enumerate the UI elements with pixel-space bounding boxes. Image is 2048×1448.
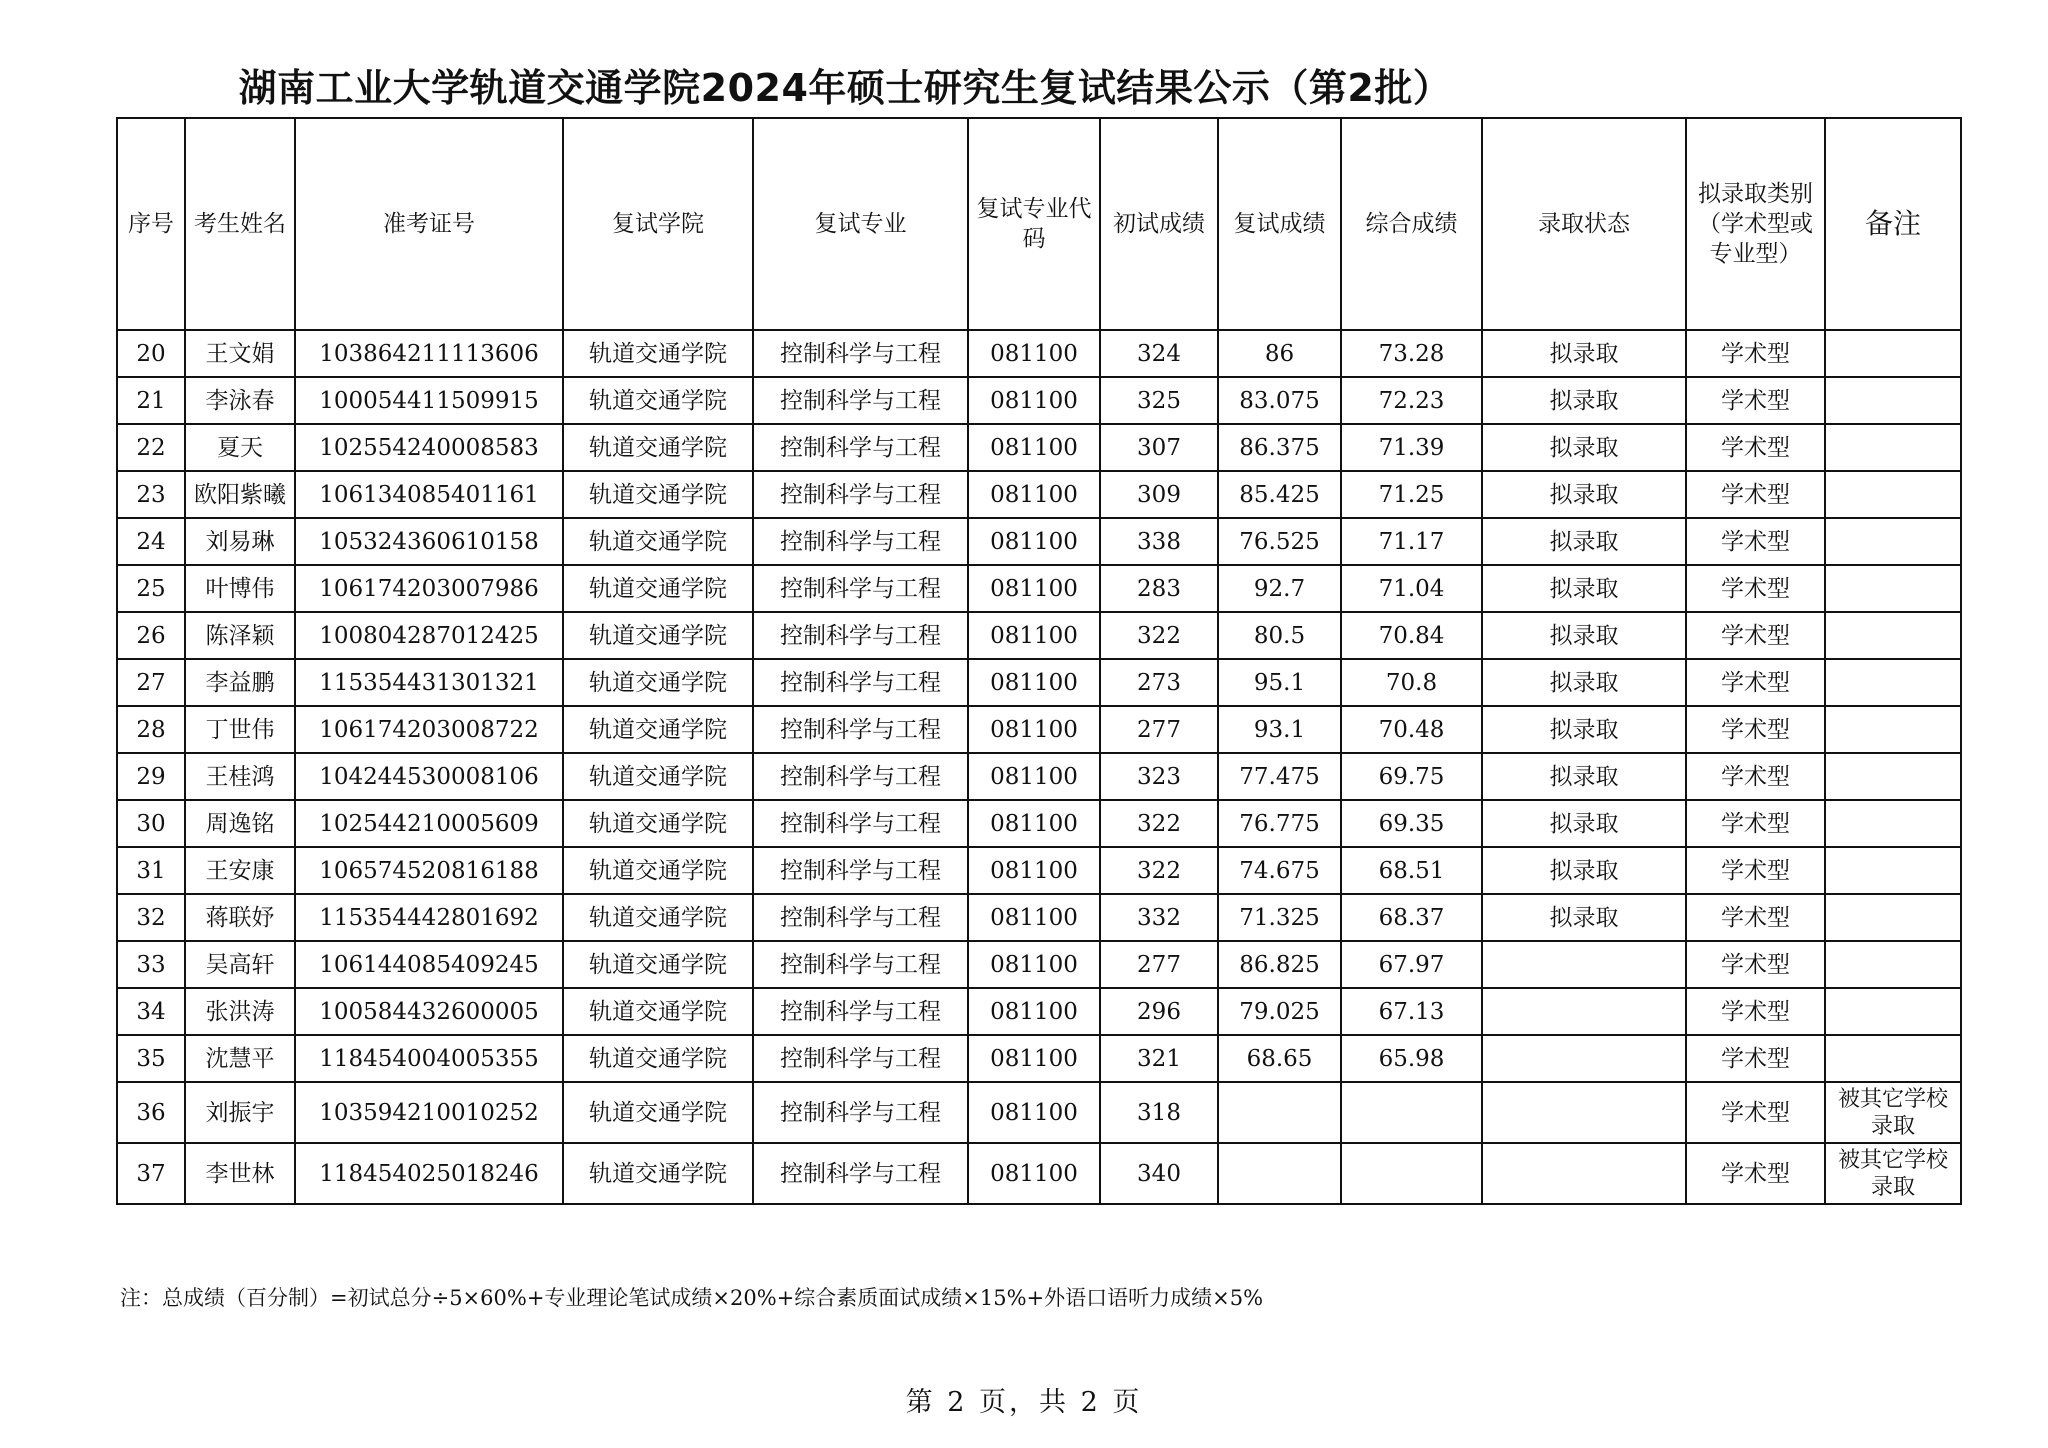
cell-name: 夏天 [185,424,295,471]
cell-status: 拟录取 [1482,565,1686,612]
cell-status: 拟录取 [1482,471,1686,518]
cell-category: 学术型 [1686,1143,1825,1204]
cell-major: 控制科学与工程 [753,988,968,1035]
cell-category: 学术型 [1686,894,1825,941]
cell-major-code: 081100 [968,612,1100,659]
table-row [117,1035,1961,1082]
table-row [117,424,1961,471]
cell-category: 学术型 [1686,1035,1825,1082]
cell-retest-score: 83.075 [1218,377,1341,424]
cell-retest-score: 86 [1218,330,1341,377]
cell-major: 控制科学与工程 [753,753,968,800]
cell-seq: 23 [117,471,185,518]
cell-name: 张洪涛 [185,988,295,1035]
cell-category: 学术型 [1686,612,1825,659]
cell-initial-score: 307 [1100,424,1218,471]
cell-retest-score: 92.7 [1218,565,1341,612]
cell-initial-score: 277 [1100,706,1218,753]
cell-exam-id: 102544210005609 [295,800,563,847]
cell-seq: 28 [117,706,185,753]
cell-category: 学术型 [1686,471,1825,518]
cell-major-code: 081100 [968,518,1100,565]
cell-college: 轨道交通学院 [563,1082,753,1143]
cell-status [1482,1082,1686,1143]
cell-college: 轨道交通学院 [563,377,753,424]
cell-status [1482,1035,1686,1082]
cell-total-score: 65.98 [1341,1035,1482,1082]
cell-retest-score [1218,1082,1341,1143]
header-note: 备注 [1825,118,1961,330]
cell-category: 学术型 [1686,330,1825,377]
table-row [117,471,1961,518]
cell-exam-id: 100804287012425 [295,612,563,659]
cell-seq: 32 [117,894,185,941]
table-row [117,612,1961,659]
cell-major: 控制科学与工程 [753,1143,968,1204]
cell-college: 轨道交通学院 [563,1035,753,1082]
table-row [117,1143,1961,1204]
cell-note [1825,941,1961,988]
cell-major: 控制科学与工程 [753,941,968,988]
cell-status: 拟录取 [1482,800,1686,847]
cell-college: 轨道交通学院 [563,330,753,377]
cell-exam-id: 103594210010252 [295,1082,563,1143]
cell-note [1825,894,1961,941]
cell-category: 学术型 [1686,377,1825,424]
cell-initial-score: 323 [1100,753,1218,800]
cell-name: 叶博伟 [185,565,295,612]
cell-name: 刘易琳 [185,518,295,565]
cell-seq: 24 [117,518,185,565]
cell-major: 控制科学与工程 [753,847,968,894]
cell-exam-id: 118454004005355 [295,1035,563,1082]
cell-seq: 20 [117,330,185,377]
cell-seq: 21 [117,377,185,424]
cell-exam-id: 115354442801692 [295,894,563,941]
cell-status: 拟录取 [1482,894,1686,941]
cell-major-code: 081100 [968,565,1100,612]
cell-note [1825,518,1961,565]
cell-major: 控制科学与工程 [753,1035,968,1082]
cell-category: 学术型 [1686,800,1825,847]
cell-total-score: 73.28 [1341,330,1482,377]
cell-total-score: 72.23 [1341,377,1482,424]
cell-status [1482,988,1686,1035]
cell-note [1825,612,1961,659]
results-table [116,117,1962,1205]
cell-seq: 27 [117,659,185,706]
cell-category: 学术型 [1686,659,1825,706]
cell-college: 轨道交通学院 [563,894,753,941]
cell-total-score: 71.17 [1341,518,1482,565]
cell-retest-score: 68.65 [1218,1035,1341,1082]
cell-major-code: 081100 [968,1082,1100,1143]
cell-initial-score: 321 [1100,1035,1218,1082]
footnote: 注：总成绩（百分制）=初试总分÷5×60%+专业理论笔试成绩×20%+综合素质面试成绩×15%+外语口语听力成绩×5% [120,1286,1264,1310]
cell-initial-score: 324 [1100,330,1218,377]
cell-major: 控制科学与工程 [753,1082,968,1143]
cell-status: 拟录取 [1482,518,1686,565]
table-row [117,988,1961,1035]
cell-note [1825,706,1961,753]
cell-name: 刘振宇 [185,1082,295,1143]
cell-initial-score: 277 [1100,941,1218,988]
cell-major-code: 081100 [968,377,1100,424]
cell-retest-score: 95.1 [1218,659,1341,706]
cell-exam-id: 104244530008106 [295,753,563,800]
cell-seq: 35 [117,1035,185,1082]
cell-name: 周逸铭 [185,800,295,847]
cell-note [1825,1035,1961,1082]
cell-note [1825,377,1961,424]
header-total-score: 综合成绩 [1341,118,1482,330]
cell-retest-score: 85.425 [1218,471,1341,518]
cell-major-code: 081100 [968,800,1100,847]
cell-major: 控制科学与工程 [753,894,968,941]
cell-exam-id: 106144085409245 [295,941,563,988]
table-row [117,377,1961,424]
header-major-code: 复试专业代码 [968,118,1100,330]
cell-exam-id: 102554240008583 [295,424,563,471]
cell-exam-id: 106174203007986 [295,565,563,612]
table-row [117,1082,1961,1143]
cell-college: 轨道交通学院 [563,1143,753,1204]
cell-total-score: 71.04 [1341,565,1482,612]
cell-major-code: 081100 [968,894,1100,941]
cell-college: 轨道交通学院 [563,941,753,988]
table-row [117,847,1961,894]
header-major: 复试专业 [753,118,968,330]
cell-status: 拟录取 [1482,706,1686,753]
cell-total-score: 70.48 [1341,706,1482,753]
cell-note [1825,565,1961,612]
cell-retest-score: 86.375 [1218,424,1341,471]
cell-total-score: 69.35 [1341,800,1482,847]
cell-total-score: 70.8 [1341,659,1482,706]
cell-status [1482,1143,1686,1204]
cell-note: 被其它学校录取 [1825,1143,1961,1204]
cell-status: 拟录取 [1482,330,1686,377]
cell-note [1825,800,1961,847]
cell-total-score: 70.84 [1341,612,1482,659]
cell-major: 控制科学与工程 [753,377,968,424]
cell-retest-score: 71.325 [1218,894,1341,941]
cell-total-score [1341,1082,1482,1143]
cell-name: 陈泽颖 [185,612,295,659]
cell-college: 轨道交通学院 [563,988,753,1035]
cell-exam-id: 115354431301321 [295,659,563,706]
cell-initial-score: 309 [1100,471,1218,518]
cell-exam-id: 106574520816188 [295,847,563,894]
cell-major-code: 081100 [968,1035,1100,1082]
cell-name: 李世林 [185,1143,295,1204]
cell-retest-score: 77.475 [1218,753,1341,800]
cell-exam-id: 100584432600005 [295,988,563,1035]
cell-note [1825,847,1961,894]
cell-name: 王安康 [185,847,295,894]
cell-seq: 30 [117,800,185,847]
cell-major: 控制科学与工程 [753,330,968,377]
cell-total-score: 68.51 [1341,847,1482,894]
cell-major-code: 081100 [968,941,1100,988]
cell-note [1825,659,1961,706]
cell-college: 轨道交通学院 [563,706,753,753]
cell-status: 拟录取 [1482,753,1686,800]
cell-name: 李泳春 [185,377,295,424]
cell-note [1825,330,1961,377]
cell-seq: 36 [117,1082,185,1143]
cell-name: 欧阳紫曦 [185,471,295,518]
cell-retest-score: 74.675 [1218,847,1341,894]
cell-total-score: 67.13 [1341,988,1482,1035]
cell-total-score: 67.97 [1341,941,1482,988]
cell-retest-score: 86.825 [1218,941,1341,988]
cell-status: 拟录取 [1482,377,1686,424]
cell-major-code: 081100 [968,659,1100,706]
cell-initial-score: 322 [1100,612,1218,659]
cell-college: 轨道交通学院 [563,800,753,847]
cell-category: 学术型 [1686,753,1825,800]
cell-major-code: 081100 [968,1143,1100,1204]
table-row [117,565,1961,612]
header-college: 复试学院 [563,118,753,330]
cell-name: 丁世伟 [185,706,295,753]
cell-initial-score: 340 [1100,1143,1218,1204]
cell-note [1825,988,1961,1035]
header-retest-score: 复试成绩 [1218,118,1341,330]
cell-category: 学术型 [1686,424,1825,471]
cell-seq: 31 [117,847,185,894]
cell-college: 轨道交通学院 [563,424,753,471]
cell-seq: 25 [117,565,185,612]
table-body [117,330,1961,1204]
cell-college: 轨道交通学院 [563,753,753,800]
cell-major: 控制科学与工程 [753,659,968,706]
cell-category: 学术型 [1686,847,1825,894]
cell-initial-score: 322 [1100,800,1218,847]
cell-category: 学术型 [1686,941,1825,988]
cell-major-code: 081100 [968,424,1100,471]
cell-initial-score: 296 [1100,988,1218,1035]
cell-major-code: 081100 [968,988,1100,1035]
cell-seq: 37 [117,1143,185,1204]
cell-major-code: 081100 [968,847,1100,894]
table-row [117,659,1961,706]
cell-exam-id: 106174203008722 [295,706,563,753]
cell-exam-id: 105324360610158 [295,518,563,565]
page-number: 第 2 页，共 2 页 [905,1387,1143,1418]
header-status: 录取状态 [1482,118,1686,330]
cell-category: 学术型 [1686,565,1825,612]
cell-seq: 33 [117,941,185,988]
cell-retest-score: 76.525 [1218,518,1341,565]
cell-major-code: 081100 [968,330,1100,377]
header-exam-id: 准考证号 [295,118,563,330]
cell-seq: 22 [117,424,185,471]
cell-total-score: 69.75 [1341,753,1482,800]
cell-initial-score: 338 [1100,518,1218,565]
table-row [117,753,1961,800]
cell-category: 学术型 [1686,988,1825,1035]
cell-exam-id: 103864211113606 [295,330,563,377]
cell-major: 控制科学与工程 [753,612,968,659]
cell-college: 轨道交通学院 [563,471,753,518]
cell-exam-id: 106134085401161 [295,471,563,518]
cell-exam-id: 100054411509915 [295,377,563,424]
cell-initial-score: 318 [1100,1082,1218,1143]
cell-note [1825,424,1961,471]
cell-seq: 34 [117,988,185,1035]
cell-major: 控制科学与工程 [753,471,968,518]
cell-name: 王桂鸿 [185,753,295,800]
cell-category: 学术型 [1686,706,1825,753]
cell-retest-score: 76.775 [1218,800,1341,847]
table-header-row [117,118,1961,330]
header-seq: 序号 [117,118,185,330]
header-category: 拟录取类别（学术型或专业型） [1686,118,1825,330]
cell-status: 拟录取 [1482,659,1686,706]
cell-status: 拟录取 [1482,612,1686,659]
cell-college: 轨道交通学院 [563,518,753,565]
cell-college: 轨道交通学院 [563,659,753,706]
cell-initial-score: 283 [1100,565,1218,612]
cell-total-score: 71.25 [1341,471,1482,518]
cell-seq: 29 [117,753,185,800]
cell-initial-score: 325 [1100,377,1218,424]
cell-total-score: 71.39 [1341,424,1482,471]
cell-college: 轨道交通学院 [563,565,753,612]
cell-initial-score: 322 [1100,847,1218,894]
table-row [117,894,1961,941]
cell-initial-score: 273 [1100,659,1218,706]
cell-major: 控制科学与工程 [753,565,968,612]
cell-major: 控制科学与工程 [753,800,968,847]
cell-college: 轨道交通学院 [563,847,753,894]
table-row [117,518,1961,565]
page-title: 湖南工业大学轨道交通学院2024年硕士研究生复试结果公示（第2批） [238,66,1452,110]
table-row [117,800,1961,847]
cell-retest-score: 80.5 [1218,612,1341,659]
cell-note [1825,471,1961,518]
cell-major-code: 081100 [968,753,1100,800]
cell-major: 控制科学与工程 [753,706,968,753]
table-row [117,706,1961,753]
cell-major-code: 081100 [968,706,1100,753]
cell-category: 学术型 [1686,518,1825,565]
cell-name: 蒋联妤 [185,894,295,941]
cell-total-score: 68.37 [1341,894,1482,941]
cell-status [1482,941,1686,988]
cell-seq: 26 [117,612,185,659]
header-name: 考生姓名 [185,118,295,330]
cell-name: 沈慧平 [185,1035,295,1082]
cell-category: 学术型 [1686,1082,1825,1143]
cell-total-score [1341,1143,1482,1204]
cell-name: 王文娟 [185,330,295,377]
cell-major: 控制科学与工程 [753,424,968,471]
cell-initial-score: 332 [1100,894,1218,941]
table-row [117,330,1961,377]
cell-name: 李益鹏 [185,659,295,706]
cell-retest-score: 79.025 [1218,988,1341,1035]
table-row [117,941,1961,988]
cell-note: 被其它学校录取 [1825,1082,1961,1143]
cell-retest-score [1218,1143,1341,1204]
cell-retest-score: 93.1 [1218,706,1341,753]
cell-college: 轨道交通学院 [563,612,753,659]
cell-major: 控制科学与工程 [753,518,968,565]
cell-major-code: 081100 [968,471,1100,518]
cell-status: 拟录取 [1482,424,1686,471]
cell-note [1825,753,1961,800]
cell-status: 拟录取 [1482,847,1686,894]
cell-exam-id: 118454025018246 [295,1143,563,1204]
header-initial-score: 初试成绩 [1100,118,1218,330]
cell-name: 吴高轩 [185,941,295,988]
